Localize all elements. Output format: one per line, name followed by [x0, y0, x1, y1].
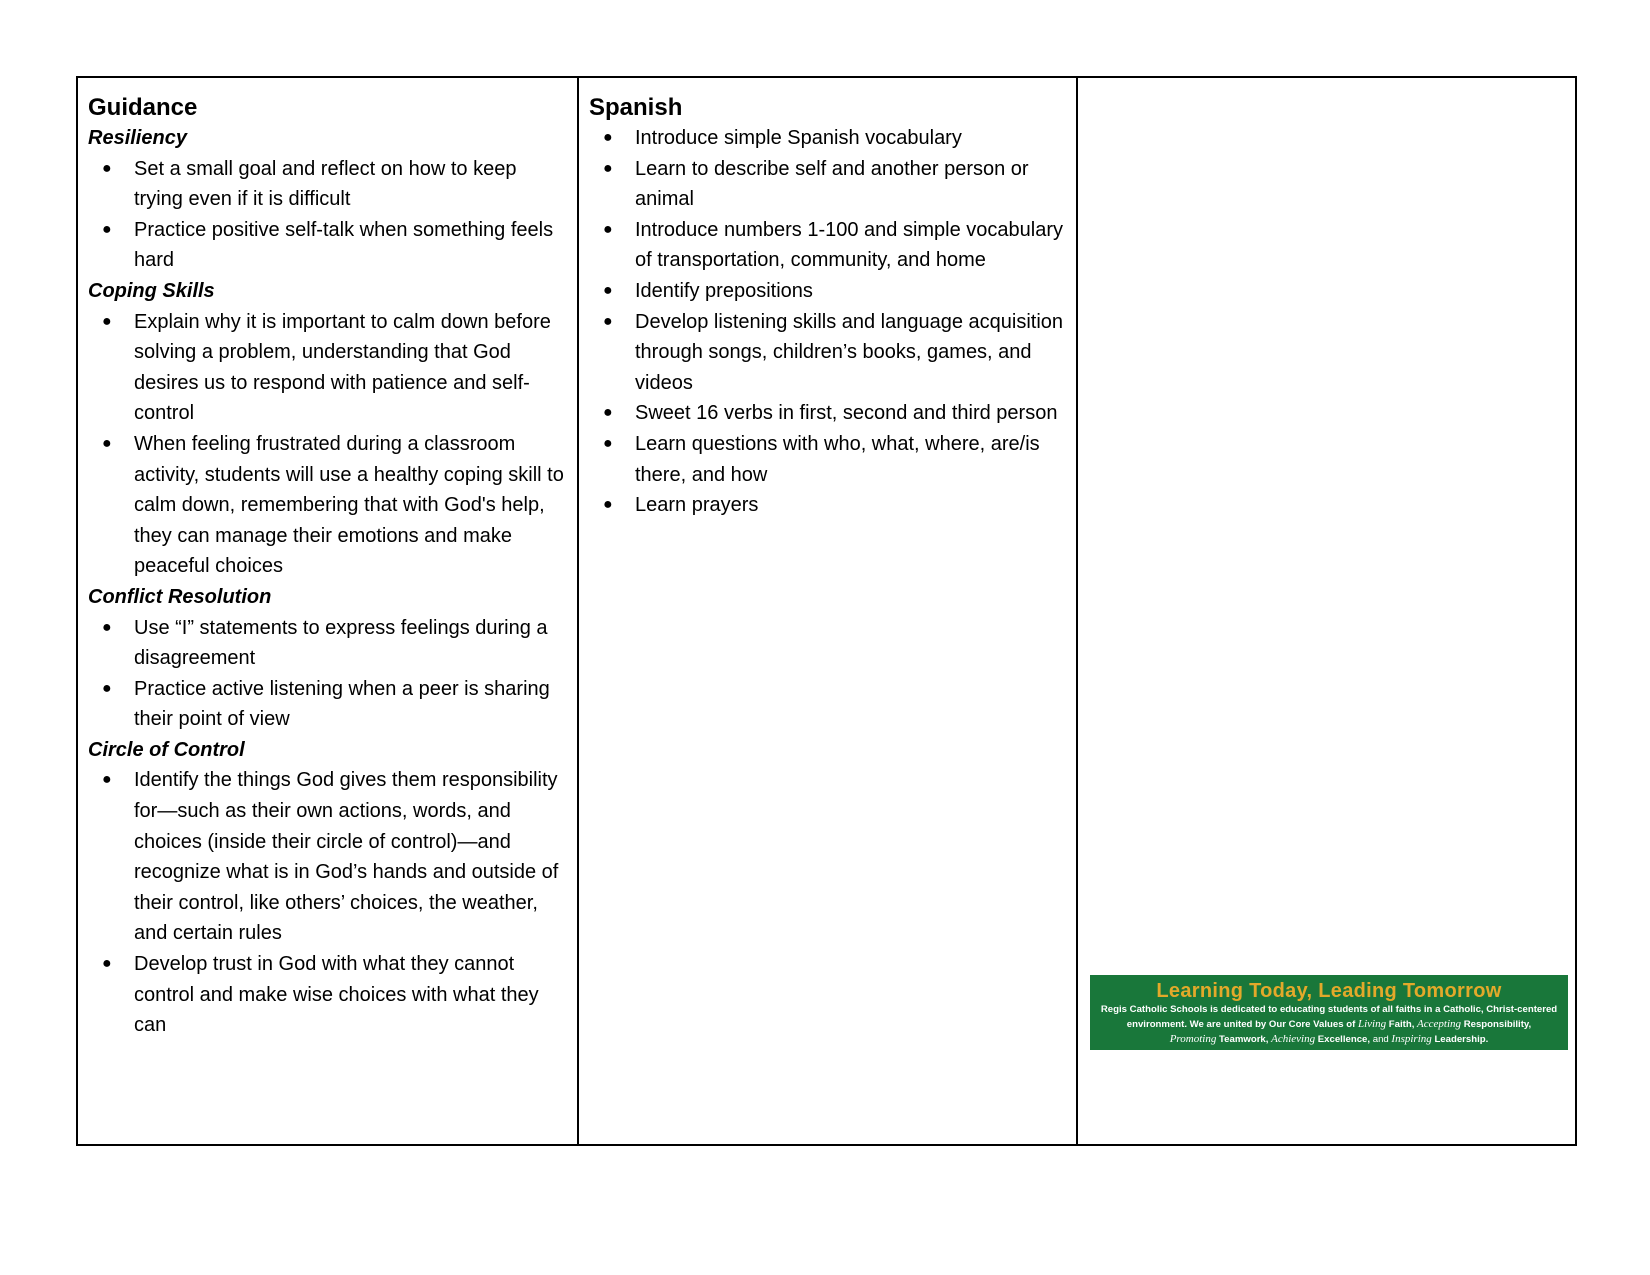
list-item	[88, 307, 569, 429]
list-item	[88, 154, 569, 215]
list-item	[88, 949, 569, 1041]
value-noun: Excellence	[1317, 1034, 1368, 1045]
value-noun: Teamwork	[1219, 1034, 1266, 1045]
bullet-icon: ●	[102, 679, 112, 697]
list-item-text: Develop listening skills and language acquisition through songs, children’s books, games, and videos	[635, 310, 1064, 394]
list-item-text: Sweet 16 verbs in first, second and third person	[635, 402, 1058, 425]
list-item	[589, 123, 1068, 154]
bullet-icon: ●	[603, 312, 613, 330]
list-item	[589, 429, 1068, 490]
bullet-icon: ●	[102, 220, 112, 238]
list-item	[589, 154, 1068, 215]
list-item-text: Identify the things God gives them responsibility for—such as their own actions, words, and choices (inside their circle of control)—and recognize what is in God’s hands and outside of their control, like others’ choices, the weather, and certain rules	[134, 769, 559, 945]
list-item-text: When feeling frustrated during a classroom activity, students will use a healthy coping skill to calm down, remembering that with God's help, they can manage their emotions and make peaceful choices	[134, 432, 564, 578]
bullet-icon: ●	[603, 129, 613, 146]
bullet-icon: ●	[102, 771, 112, 789]
guidance-subheading: Resiliency	[88, 127, 187, 149]
list-item-text: Learn to describe self and another person or animal	[635, 157, 1029, 211]
guidance-list	[88, 307, 569, 582]
guidance-subheading: Coping Skills	[88, 279, 215, 302]
list-item	[589, 490, 1068, 521]
list-item-text: Explain why it is important to calm down before solving a problem, understanding that God desires us to respond with patience and self-control	[134, 310, 551, 425]
guidance-list	[88, 154, 569, 276]
value-verb: Accepting	[1417, 1018, 1462, 1030]
list-item	[589, 398, 1068, 429]
spanish-column	[577, 78, 1076, 1144]
banner-and: and	[1372, 1034, 1389, 1045]
bullet-icon: ●	[603, 404, 613, 422]
banner-description	[1090, 1003, 1568, 1047]
list-item	[88, 674, 569, 735]
guidance-column	[78, 78, 577, 1144]
value-noun: Responsibility	[1463, 1019, 1529, 1030]
list-item-text: Introduce numbers 1-100 and simple vocabulary of transportation, community, and home	[635, 218, 1064, 272]
bullet-icon: ●	[603, 496, 613, 514]
banner-line-3: Promoting Teamwork, Achieving Excellence, and Inspiring Leadership.	[1169, 1033, 1489, 1045]
bullet-icon: ●	[603, 159, 613, 177]
bullet-icon: ●	[102, 312, 112, 330]
value-verb: Inspiring	[1391, 1033, 1432, 1045]
list-item	[589, 215, 1068, 276]
core-values-banner	[1090, 975, 1568, 1050]
curriculum-table	[76, 76, 1577, 1146]
list-item	[589, 307, 1068, 399]
list-item	[88, 613, 569, 674]
banner-line-2-prefix: environment. We are united by Our Core Values of	[1126, 1019, 1358, 1030]
list-item-text: Learn prayers	[635, 494, 759, 517]
bullet-icon: ●	[102, 159, 112, 177]
guidance-sections	[88, 123, 569, 1041]
banner-line-2: environment. We are united by Our Core Values of Living Faith, Accepting Responsibility,	[1126, 1018, 1532, 1030]
list-item-text: Identify prepositions	[635, 279, 813, 302]
bullet-icon: ●	[102, 434, 112, 452]
guidance-list	[88, 765, 569, 1040]
list-item	[88, 429, 569, 582]
list-item	[88, 765, 569, 949]
spanish-heading: Spanish	[589, 94, 683, 121]
list-item-text: Introduce simple Spanish vocabulary	[635, 127, 962, 149]
list-item	[589, 276, 1068, 307]
guidance-subheading: Circle of Control	[88, 738, 245, 761]
value-noun: Faith	[1388, 1019, 1412, 1030]
list-item	[88, 215, 569, 276]
bullet-icon: ●	[102, 955, 112, 973]
banner-tagline: Learning Today, Leading Tomorrow	[1156, 980, 1502, 1002]
guidance-heading: Guidance	[88, 94, 198, 121]
value-verb: Achieving	[1271, 1033, 1316, 1045]
bullet-icon: ●	[603, 220, 613, 238]
value-noun: Leadership	[1434, 1034, 1486, 1045]
third-column	[1076, 78, 1575, 1144]
list-item-text: Use “I” statements to express feelings during a disagreement	[134, 616, 548, 670]
guidance-subheading: Conflict Resolution	[88, 585, 272, 608]
list-item-text: Practice positive self-talk when something feels hard	[134, 218, 554, 272]
list-item-text: Set a small goal and reflect on how to keep trying even if it is difficult	[134, 157, 517, 211]
banner-line-1: Regis Catholic Schools is dedicated to educating students of all faiths in a Catholic, Christ-centered	[1100, 1004, 1558, 1015]
value-verb: Promoting	[1169, 1033, 1217, 1045]
bullet-icon: ●	[603, 281, 613, 299]
bullet-icon: ●	[603, 434, 613, 452]
list-item-text: Learn questions with who, what, where, are/is there, and how	[635, 432, 1040, 486]
guidance-list	[88, 613, 569, 735]
bullet-icon: ●	[102, 618, 112, 636]
spanish-list	[589, 123, 1068, 521]
list-item-text: Practice active listening when a peer is sharing their point of view	[134, 677, 550, 731]
list-item-text: Develop trust in God with what they cannot control and make wise choices with what they can	[134, 953, 539, 1037]
value-verb: Living	[1357, 1018, 1387, 1030]
